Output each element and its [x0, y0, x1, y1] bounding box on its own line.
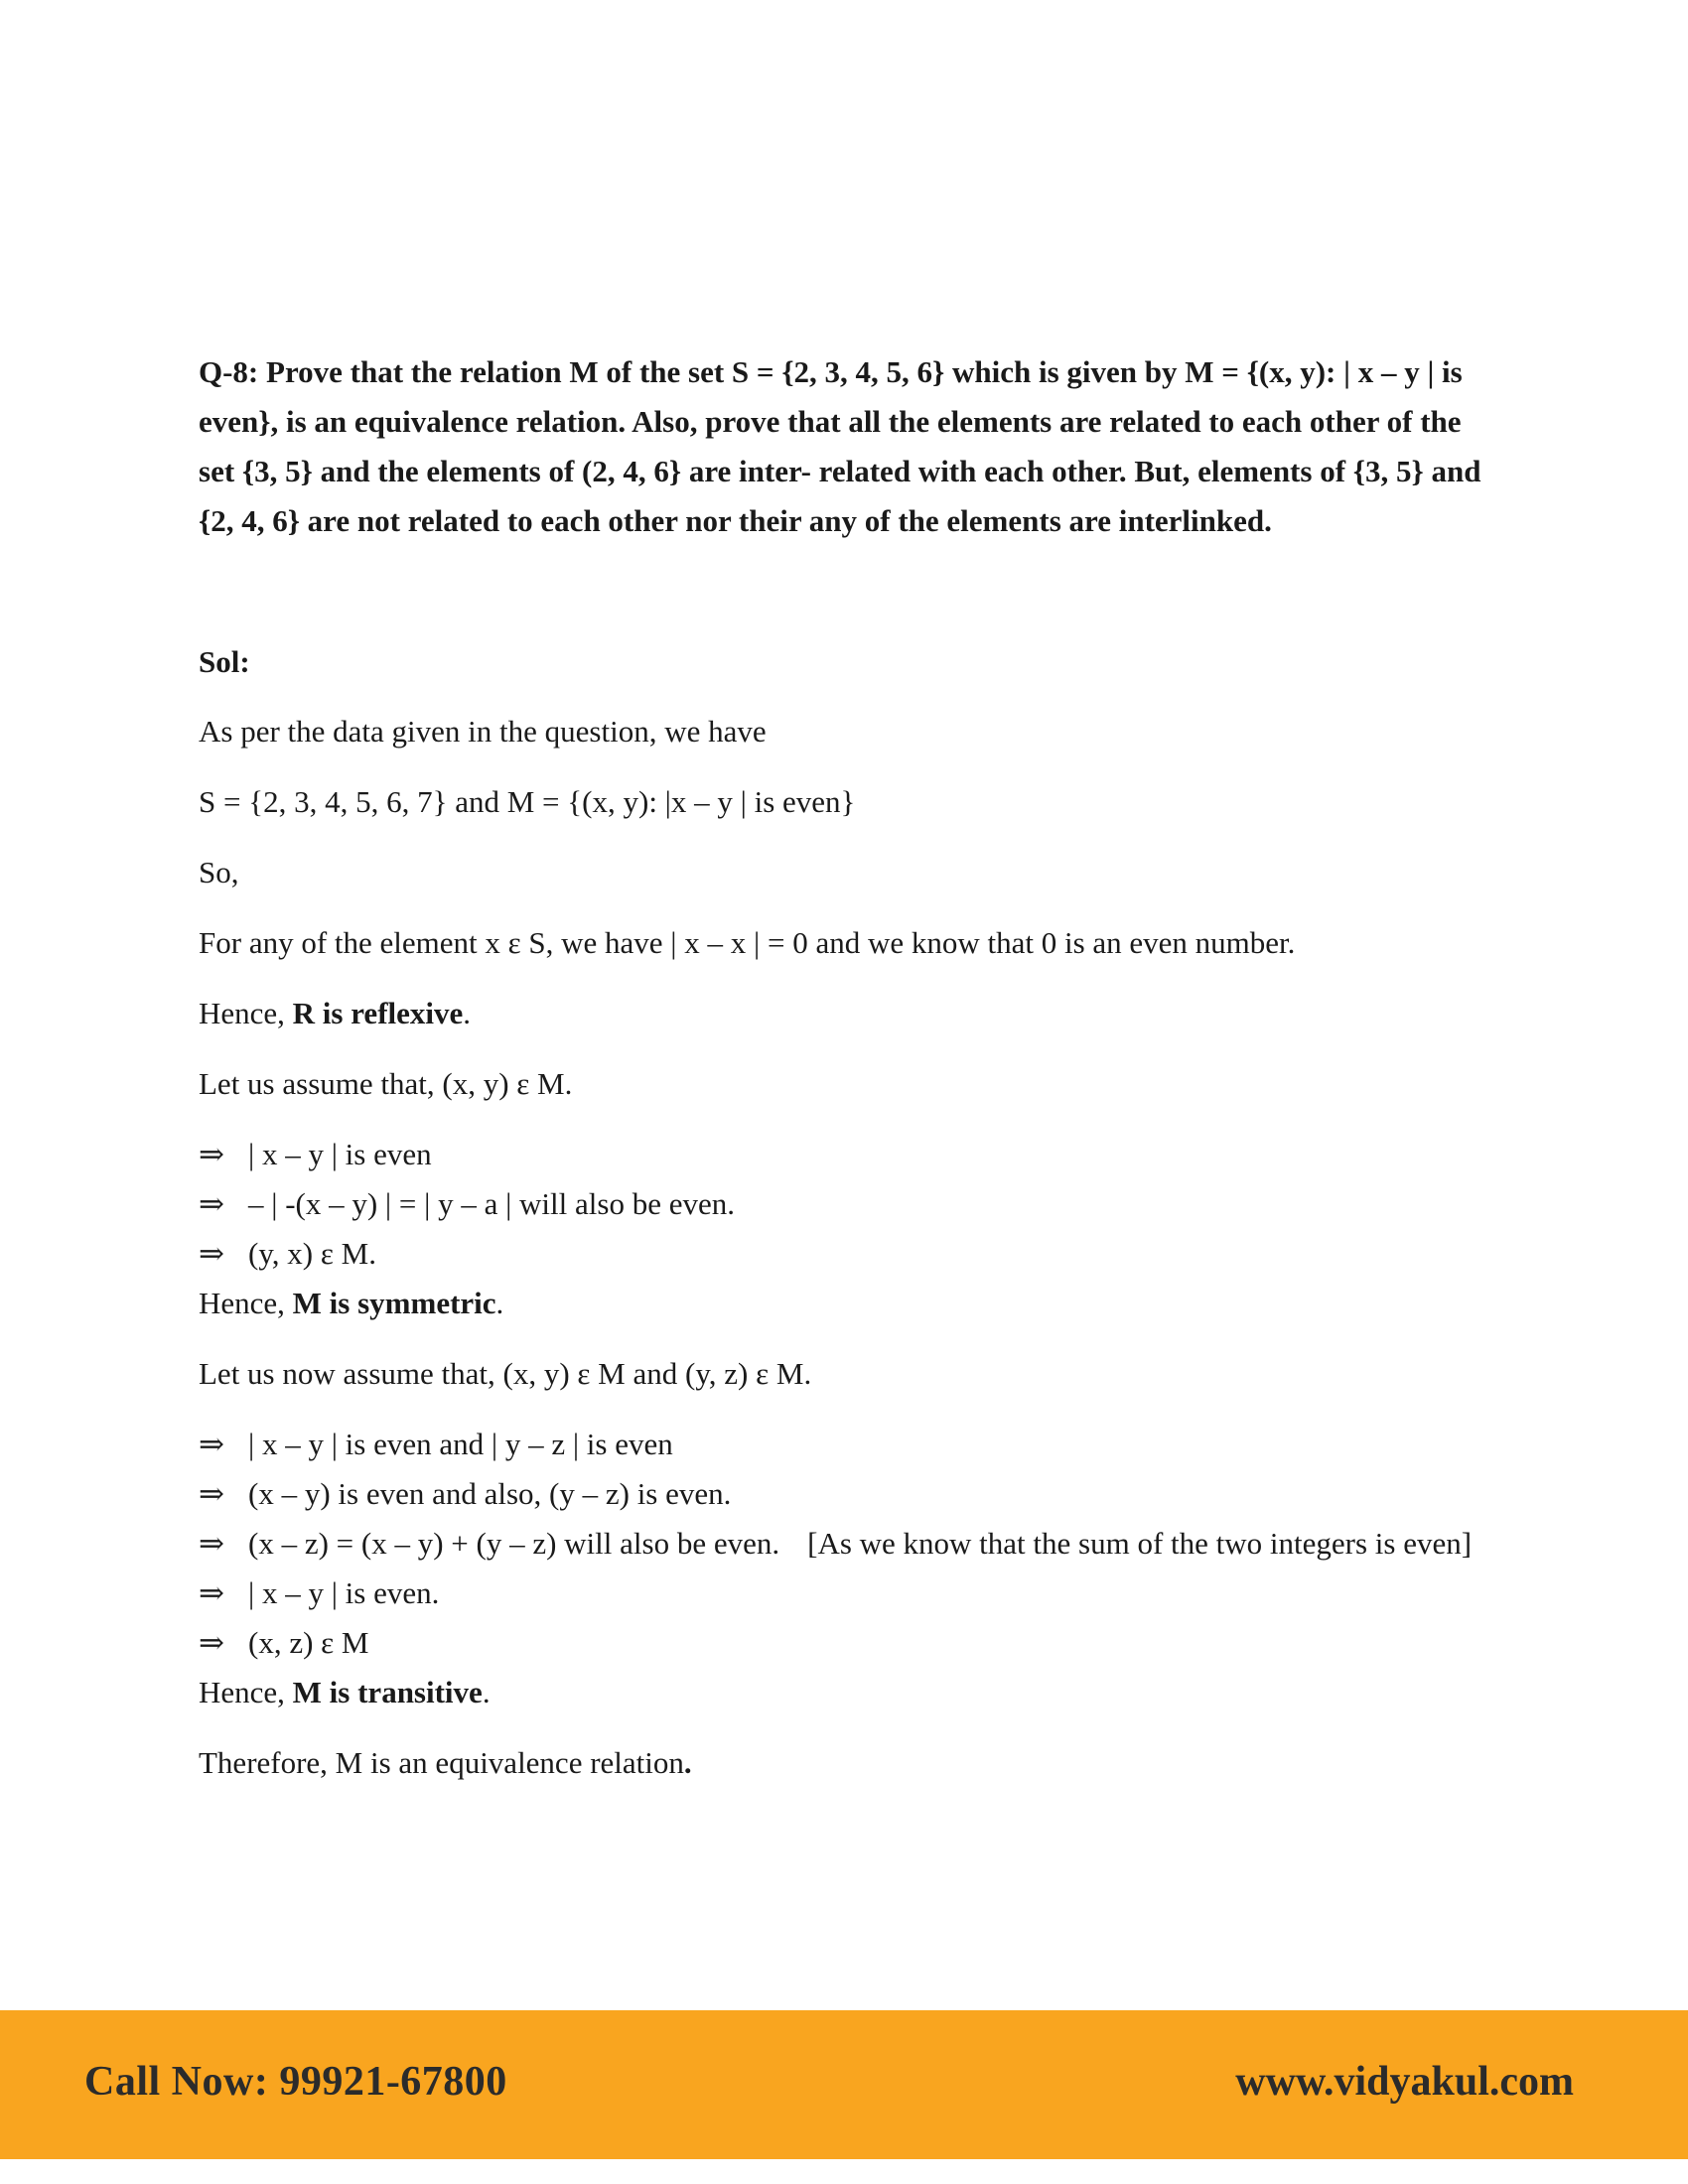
step-text: | x – y | is even.	[248, 1575, 440, 1610]
reflexive-bold: R is reflexive	[292, 996, 464, 1030]
transitive-proof	[199, 1420, 1499, 1717]
conclusion-period: .	[683, 1745, 692, 1780]
symmetric-step-3	[199, 1229, 1499, 1279]
implies-arrow: ⇒	[199, 1236, 224, 1271]
symmetric-step-2	[199, 1179, 1499, 1229]
symmetric-suffix: .	[495, 1286, 504, 1320]
transitive-step-3	[199, 1519, 1499, 1569]
question-text: Q-8: Prove that the relation M of the set S = {2, 3, 4, 5, 6} which is given by M = {(x, y): | x – y | is even}, is an equivalence relation. Also, prove that all the elements are related to each other of the set {3, 5} and the elements of (2, 4, 6} are inter- related with each other. But, elements of {3, 5} and {2, 4, 6} are not related to each other nor their any of the elements are interlinked.	[199, 354, 1481, 538]
reflexive-conclusion	[199, 989, 1499, 1038]
step-text: | x – y | is even and | y – z | is even	[248, 1427, 673, 1461]
footer-banner	[0, 2010, 1688, 2159]
conclusion-text: Therefore, M is an equivalence relation	[199, 1745, 684, 1780]
symmetric-bold: M is symmetric	[292, 1286, 496, 1320]
implies-arrow: ⇒	[199, 1476, 224, 1511]
implies-arrow: ⇒	[199, 1575, 224, 1610]
symmetric-assumption: Let us assume that, (x, y) ε M.	[199, 1066, 573, 1101]
symmetric-step-1	[199, 1130, 1499, 1179]
implies-arrow: ⇒	[199, 1625, 224, 1660]
transitive-suffix: .	[482, 1675, 491, 1709]
transitive-step-5	[199, 1618, 1499, 1668]
solution-intro: As per the data given in the question, we have	[199, 714, 767, 749]
final-conclusion	[199, 1738, 1499, 1788]
document-content	[199, 347, 1499, 1809]
implies-arrow: ⇒	[199, 1137, 224, 1171]
transitive-step-4	[199, 1569, 1499, 1618]
symmetric-prefix: Hence,	[199, 1286, 293, 1320]
transitive-step-1	[199, 1420, 1499, 1469]
step-text: (x – y) is even and also, (y – z) is even.	[248, 1476, 732, 1511]
transitive-prefix: Hence,	[199, 1675, 293, 1709]
step-text: (y, x) ε M.	[248, 1236, 376, 1271]
reflexive-reason: For any of the element x ε S, we have | x – x | = 0 and we know that 0 is an even number.	[199, 925, 1296, 960]
reflexive-suffix: .	[463, 996, 472, 1030]
step-text: – | -(x – y) | = | y – a | will also be even.	[248, 1186, 735, 1221]
symmetric-proof	[199, 1130, 1499, 1328]
transitive-step-2	[199, 1469, 1499, 1519]
step-text: (x, z) ε M	[248, 1625, 369, 1660]
transitive-note: [As we know that the sum of the two integers is even]	[807, 1526, 1473, 1561]
transitive-assumption: Let us now assume that, (x, y) ε M and (y, z) ε M.	[199, 1356, 812, 1391]
call-now-text: Call Now: 99921-67800	[84, 2059, 507, 2105]
transitive-bold: M is transitive	[292, 1675, 483, 1709]
step-text: (x – z) = (x – y) + (y – z) will also be even.	[248, 1526, 780, 1561]
solution-label: Sol:	[199, 644, 250, 679]
step-text: | x – y | is even	[248, 1137, 432, 1171]
transitive-conclusion	[199, 1668, 1499, 1717]
implies-arrow: ⇒	[199, 1186, 224, 1221]
website-link[interactable]: www.vidyakul.com	[1235, 2059, 1574, 2105]
so-line: So,	[199, 855, 239, 889]
given-sets: S = {2, 3, 4, 5, 6, 7} and M = {(x, y): |x – y | is even}	[199, 784, 856, 819]
reflexive-prefix: Hence,	[199, 996, 293, 1030]
implies-arrow: ⇒	[199, 1427, 224, 1461]
symmetric-conclusion	[199, 1279, 1499, 1328]
implies-arrow: ⇒	[199, 1526, 224, 1561]
